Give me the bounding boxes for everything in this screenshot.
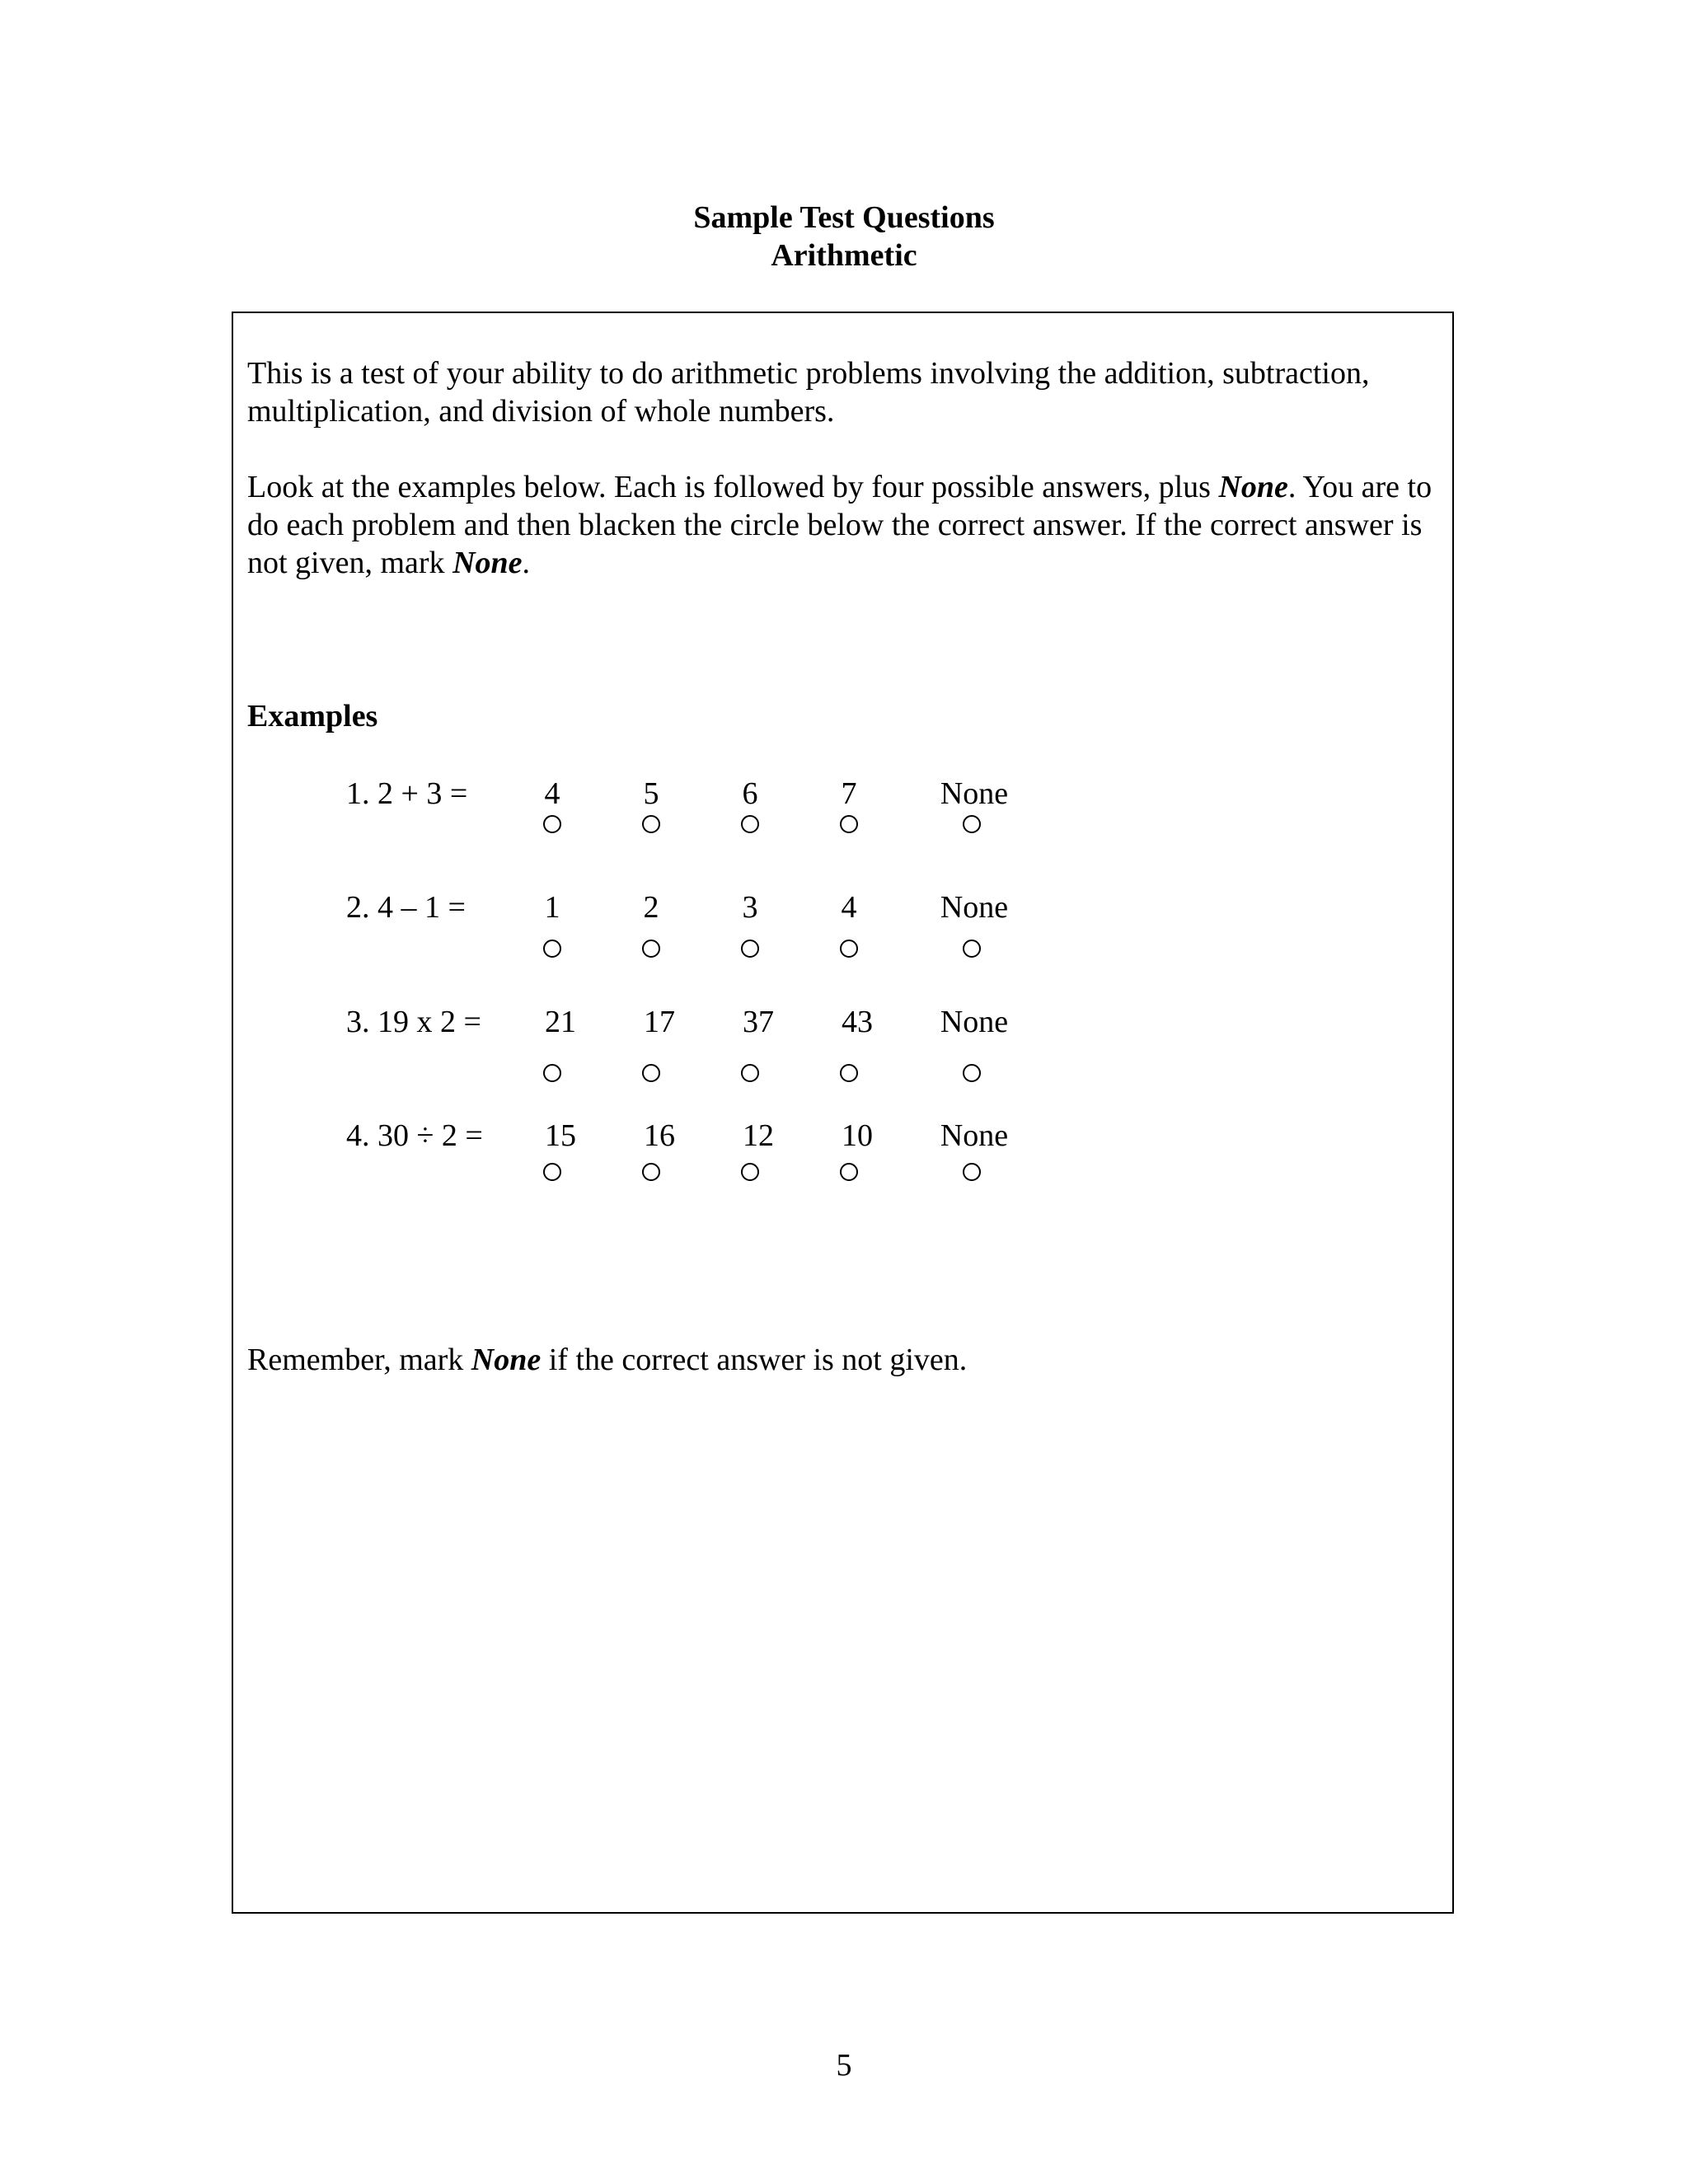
question-3-option-5-label: None [940,1005,1009,1039]
question-2-option-4-label: 4 [841,890,857,925]
question-3-option-1-bubble[interactable] [543,1064,561,1082]
question-4-option-3-bubble[interactable] [741,1163,759,1181]
question-1-option-4-bubble[interactable] [840,815,858,833]
question-4-option-3-label: 12 [743,1118,774,1153]
intro-paragraph-2-text-c: . [522,546,531,580]
question-1-option-5-label: None [940,776,1009,811]
question-1-option-3-label: 6 [742,776,758,811]
question-2-option-3-bubble[interactable] [741,940,759,958]
reminder-text-b: if the correct answer is not given. [541,1343,968,1377]
question-3-option-2-bubble[interactable] [642,1064,660,1082]
question-4-option-1-label: 15 [545,1118,576,1153]
question-1-option-5-bubble[interactable] [963,815,981,833]
question-3-option-5-bubble[interactable] [963,1064,981,1082]
question-2-option-1-bubble[interactable] [543,940,561,958]
question-4-label: 4. 30 ÷ 2 = [346,1118,483,1153]
question-3-option-1-label: 21 [545,1005,576,1039]
question-2-option-4-bubble[interactable] [840,940,858,958]
none-emphasis: None [471,1343,542,1377]
question-2-label: 2. 4 – 1 = [346,890,466,925]
page-title: Sample Test Questions [693,200,995,235]
question-4-option-1-bubble[interactable] [543,1163,561,1181]
question-4-option-5-bubble[interactable] [963,1163,981,1181]
question-3-option-4-bubble[interactable] [840,1064,858,1082]
question-2-option-2-label: 2 [643,890,659,925]
none-emphasis: None [452,546,523,580]
question-1-option-2-bubble[interactable] [642,815,660,833]
question-1-option-2-label: 5 [643,776,659,811]
page-subtitle: Arithmetic [771,238,917,273]
question-2-option-2-bubble[interactable] [642,940,660,958]
reminder-text-a: Remember, mark [247,1343,471,1377]
question-1-option-3-bubble[interactable] [741,815,759,833]
question-4-option-5-label: None [940,1118,1009,1153]
question-3-option-3-label: 37 [743,1005,774,1039]
question-1-option-1-bubble[interactable] [543,815,561,833]
question-2-option-3-label: 3 [742,890,758,925]
question-2-option-5-bubble[interactable] [963,940,981,958]
page-number: 5 [836,2048,852,2083]
reminder-text [247,1341,1442,1379]
question-4-option-4-label: 10 [842,1118,873,1153]
intro-paragraph-2-text-b: . You are to do each problem and then blacken the circle below the correct answer. If the correct answer is not given, mark [247,470,1432,580]
question-3-option-2-label: 17 [644,1005,675,1039]
question-2-option-1-label: 1 [544,890,560,925]
question-4-option-2-label: 16 [644,1118,675,1153]
intro-paragraph-1: This is a test of your ability to do arithmetic problems involving the addition, subtraction, multiplication, and division of whole numbers. [247,356,1370,429]
question-2-option-5-label: None [940,890,1009,925]
page-title-block [0,199,1688,274]
none-emphasis: None [1218,470,1288,504]
intro-paragraph-2-text-a: Look at the examples below. Each is followed by four possible answers, plus [247,470,1219,504]
question-4-option-4-bubble[interactable] [840,1163,858,1181]
question-1-option-1-label: 4 [544,776,560,811]
question-3-option-4-label: 43 [842,1005,873,1039]
intro-paragraph-2 [247,468,1442,582]
question-1-label: 1. 2 + 3 = [346,776,468,811]
question-3-label: 3. 19 x 2 = [346,1005,481,1039]
question-3-option-3-bubble[interactable] [741,1064,759,1082]
examples-heading: Examples [247,699,378,733]
question-1-option-4-label: 7 [841,776,857,811]
question-4-option-2-bubble[interactable] [642,1163,660,1181]
